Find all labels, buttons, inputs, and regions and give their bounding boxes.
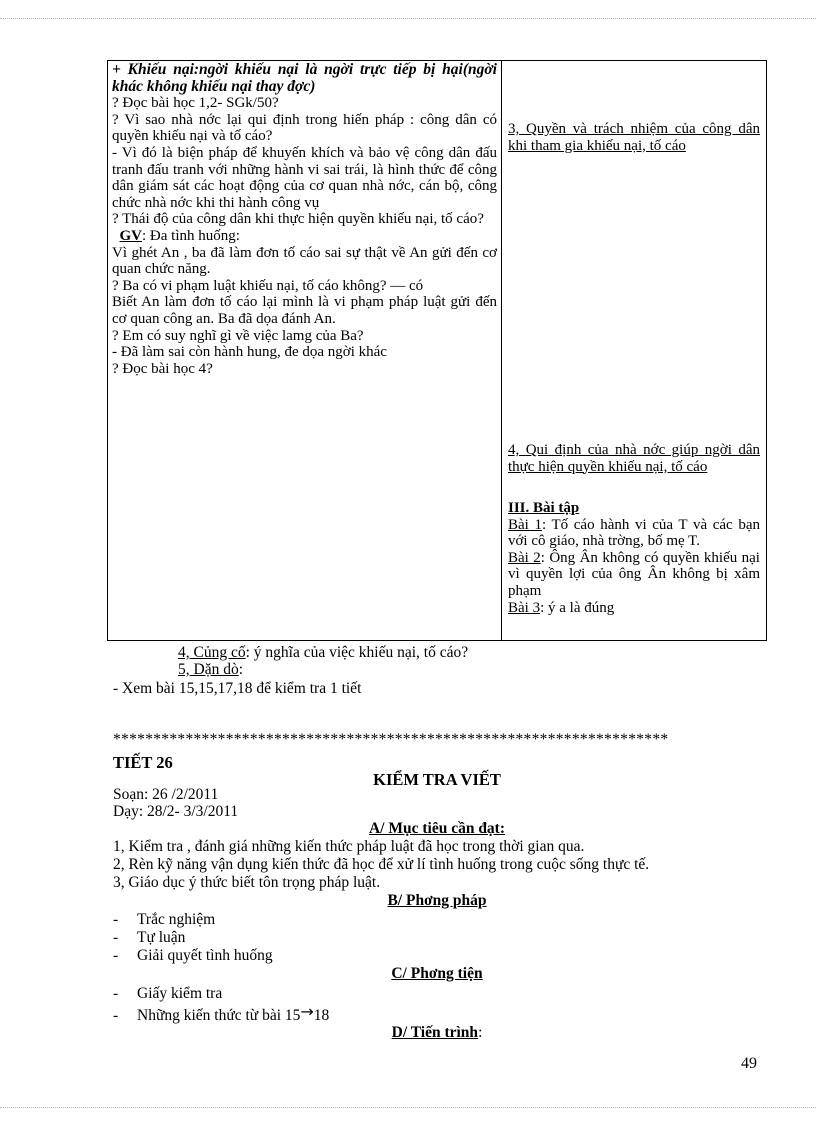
section-d-label: D/ Tiến trình [391, 1024, 479, 1041]
page-number: 49 [741, 1055, 757, 1072]
exercise-1-label: Bài 1 [508, 516, 542, 533]
left-line-8: ? Ba có vi phạm luật khiếu nại, tố cáo không? — có [112, 277, 424, 294]
consolidate-text: : ý nghĩa của việc khiếu nại, tố cáo? [245, 644, 469, 661]
left-line-7: Vì ghét An , ba đã làm đơn tố cáo sai sự thật về An gửi đến cơ quan chức năng. [112, 244, 497, 278]
section-b-heading: B/ Phơng pháp [387, 892, 487, 909]
left-line-4: - Vì đó là biện pháp để khuyến khích và bảo vệ công dân đấu tranh đấu tranh với những hành vi sai trái, là hình thức để công dân giám sát các hoạt động của cơ quan nhà nớc, cán bộ, công chức nhà nớc khi thi hành công vụ [112, 144, 497, 211]
method-item-text: Tự luận [137, 929, 186, 946]
section-4-heading: 4, Qui định của nhà nớc giúp ngời dân thực hiện quyền khiếu nại, tố cáo [508, 442, 760, 475]
homework-item: - Xem bài 15,15,17,18 để kiểm tra 1 tiết [113, 680, 362, 697]
section-3-heading: 3, Quyền và trách nhiệm của công dân khi tham gia khiếu nại, tố cáo [508, 121, 760, 154]
table-right-cell [502, 61, 767, 641]
exercise-2 [508, 550, 760, 600]
objective-1: 1, Kiểm tra , đánh giá những kiến thức pháp luật đã học trong thời gian qua. [113, 838, 585, 855]
section-c-heading: C/ Phơng tiện [391, 965, 483, 982]
section-a-heading: A/ Mục tiêu cần đạt: [368, 820, 506, 837]
right-arrow-icon: → [300, 1002, 314, 1021]
method-item: - Tự luận [113, 929, 186, 946]
method-item-text: Trắc nghiệm [137, 911, 216, 928]
exercise-1 [508, 517, 760, 550]
left-line-9: Biết An làm đơn tố cáo lại mình là vi phạm pháp luật gửi đến cơ quan công an. Ba đã dọa đánh An. [112, 294, 497, 327]
left-line-10: ? Em có suy nghĩ gì về việc lamg của Ba? [112, 327, 364, 344]
means-item-text: Giấy kiểm tra [137, 985, 223, 1002]
method-item-text: Giải quyết tình huống [137, 947, 273, 964]
homework-colon: : [238, 661, 244, 678]
left-line-1: + Khiếu nại:ngời khiếu nại là ngời trực tiếp bị hại(ngời khác không khiếu nại thay đợc) [112, 61, 497, 95]
method-item: - Trắc nghiệm [113, 911, 216, 928]
lesson-title: KIỂM TRA VIẾT [373, 770, 501, 789]
separator-stars: ********************************************************************* [113, 731, 669, 748]
method-item: - Giải quyết tình huống [113, 947, 273, 964]
objective-2: 2, Rèn kỹ năng vận dụng kiến thức đã học để xử lí tình huống trong cuộc sống thực tế. [113, 856, 650, 873]
teaching-date: Dạy: 28/2- 3/3/2011 [113, 803, 239, 820]
left-line-5: ? Thái độ của công dân khi thực hiện quyền khiếu nại, tố cáo? [112, 211, 484, 228]
section-d-colon: : [478, 1024, 483, 1041]
left-line-11: - Đã làm sai còn hành hung, đe dọa ngời khác [112, 344, 387, 361]
exercise-2-text: : Ông Ân không có quyền khiếu nại vì quyền lợi của ông Ân không bị xâm phạm [508, 549, 760, 599]
exercise-title: III. Bài tập [508, 500, 580, 516]
homework-label: 5, Dặn dò [178, 661, 239, 678]
exercise-3-label: Bài 3 [508, 599, 541, 616]
top-edge-dots [0, 18, 816, 19]
exercise-1-text: : Tố cáo hành vi của T và các bạn với cô giáo, nhà trờng, bố mẹ T. [508, 516, 760, 550]
left-line-3: ? Vì sao nhà nớc lại qui định trong hiến pháp : công dân có quyền khiếu nại và tố cáo? [112, 111, 497, 145]
exercise-3-text: : ý a là đúng [540, 599, 615, 616]
means-item-end: 18 [313, 1007, 330, 1024]
objective-3: 3, Giáo dục ý thức biết tôn trọng pháp luật. [113, 874, 381, 891]
lesson-number: TIẾT 26 [113, 753, 173, 772]
gv-text: : Đa tình huống: [142, 227, 240, 244]
consolidate-line [178, 644, 468, 661]
left-line-6 [112, 228, 497, 245]
table-left-cell [108, 61, 502, 641]
bottom-edge-dots [0, 1107, 816, 1108]
consolidate-label: 4, Củng cố [178, 644, 246, 661]
means-item: - Những kiến thức từ bài 15→18 [113, 1002, 330, 1024]
gv-label: GV [119, 227, 142, 244]
homework-line [178, 661, 243, 678]
left-line-2: ? Đọc bài học 1,2- SGk/50? [112, 95, 279, 112]
exercise-2-label: Bài 2 [508, 549, 541, 566]
left-line-12: ? Đọc bài học 4? [112, 360, 213, 377]
prepared-date: Soạn: 26 /2/2011 [113, 786, 219, 803]
lesson-table [107, 60, 767, 641]
exercise-block [508, 500, 760, 616]
exercise-3 [508, 600, 760, 617]
means-item-text: Những kiến thức từ bài 15 [137, 1007, 301, 1024]
means-item: - Giấy kiểm tra [113, 985, 223, 1002]
section-d-heading [107, 1024, 767, 1042]
